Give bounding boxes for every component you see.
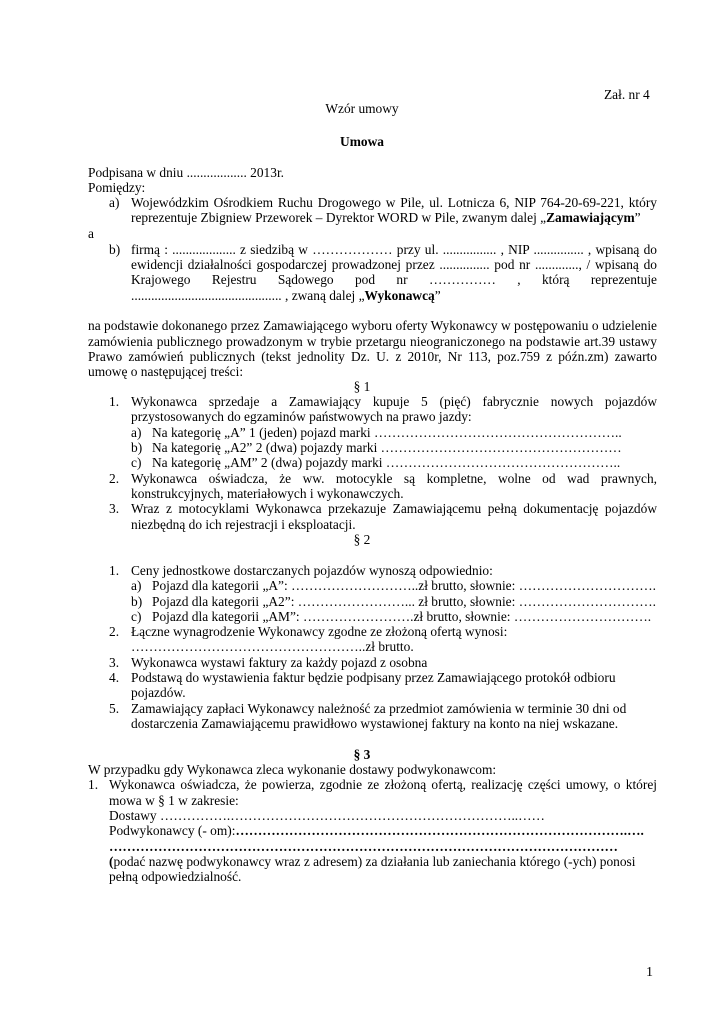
basis-line1: na podstawie dokonanego przez Zamawiającego wyboru oferty Wykonawcy w postępowaniu o udzielenie bbox=[88, 318, 657, 333]
s3-note-line2: pełną odpowiedzialność. bbox=[109, 869, 242, 884]
s1-p2-number: 2. bbox=[109, 471, 120, 486]
party-a-role: Zamawiającym bbox=[546, 210, 635, 225]
s2-p5-line2: dostarczenia Zamawiającemu prawidłowo wystawionej faktury na konto na niej wskazane. bbox=[131, 716, 619, 731]
section-3-heading: § 3 bbox=[353, 747, 371, 762]
signed-date-line: Podpisana w dniu .................. 2013r. bbox=[88, 165, 285, 180]
s2-item-b: Pojazd dla kategorii „A2”: ……………………... zł brutto, słownie: …………………………. bbox=[152, 594, 656, 609]
s2-item-c: Pojazd dla kategorii „AM”: …………………….zł brutto, słownie: …………………………. bbox=[152, 609, 652, 624]
s1-item-b-label: b) bbox=[131, 440, 143, 455]
attachment-number: Zał. nr 4 bbox=[604, 87, 650, 102]
basis-line2: zamówienia publicznego prowadzonym w trybie przetargu nieograniczonego na podstawie art.39 ustawy bbox=[88, 334, 657, 349]
s2-item-c-label: c) bbox=[131, 609, 142, 624]
party-a-line1: Wojewódzkim Ośrodkiem Ruchu Drogowego w Pile, ul. Lotnicza 6, NIP 764-20-69-221, który bbox=[131, 195, 657, 210]
s2-p3-text: Wykonawca wystawi faktury za każdy pojazd z osobna bbox=[131, 655, 428, 670]
template-title: Wzór umowy bbox=[325, 101, 399, 116]
s3-p1-line2: mowa w § 1 w zakresie: bbox=[109, 793, 239, 808]
s2-item-a-label: a) bbox=[131, 578, 142, 593]
s3-deliveries-line: Dostawy …………….………………………………………………………..…… bbox=[109, 808, 545, 823]
s2-item-a: Pojazd dla kategorii „A”: ………………………..zł brutto, słownie: …………………………. bbox=[152, 578, 656, 593]
s2-p1-text: Ceny jednostkowe dostarczanych pojazdów wynoszą odpowiednio: bbox=[131, 563, 493, 578]
party-b-role: Wykonawcą bbox=[364, 288, 435, 303]
s3-p1-line1: Wykonawca oświadcza, że powierza, zgodnie ze złożoną ofertą, realizację części umowy, o której bbox=[109, 777, 657, 792]
party-b-line2: ewidencji działalności gospodarczej prowadzonej przez ............... pod nr ............., / wpisaną do bbox=[131, 257, 657, 272]
s1-p2-line2: konstrukcyjnych, materiałowych i wykonawczych. bbox=[131, 486, 404, 501]
s1-item-c-label: c) bbox=[131, 455, 142, 470]
page-number: 1 bbox=[646, 965, 653, 980]
document-title: Umowa bbox=[340, 134, 384, 149]
basis-line4: umowę o następującej treści: bbox=[88, 364, 244, 379]
s1-item-a: Na kategorię „A” 1 (jeden) pojazd marki ……………………………………………….. bbox=[152, 425, 622, 440]
party-b-label: b) bbox=[109, 242, 121, 257]
s1-p1-line1: Wykonawca sprzedaje a Zamawiający kupuje 5 (pięć) fabrycznie nowych pojazdów bbox=[131, 394, 657, 409]
s2-p4-line1: Podstawą do wystawienia faktur będzie podpisany przez Zamawiającego protokół odbioru bbox=[131, 670, 616, 685]
s3-note-line1: (podać nazwę podwykonawcy wraz z adresem) za działania lub zaniechania którego (-ych) ponosi bbox=[109, 854, 636, 869]
s3-subcontractors-line: Podwykonawcy (- om):…………………………………………………………………………….…. bbox=[109, 823, 644, 838]
s2-item-b-label: b) bbox=[131, 594, 143, 609]
s2-p4-number: 4. bbox=[109, 670, 120, 685]
s3-intro: W przypadku gdy Wykonawca zleca wykonanie dostawy podwykonawcom: bbox=[88, 762, 497, 777]
s2-p5-line1: Zamawiający zapłaci Wykonawcy należność za przedmiot zamówienia w terminie 30 dni od bbox=[131, 701, 627, 716]
s1-p3-line2: niezbędną do ich rejestracji i eksploatacji. bbox=[131, 517, 356, 532]
s1-item-a-label: a) bbox=[131, 425, 142, 440]
s1-p3-line1: Wraz z motocyklami Wykonawca przekazuje Zamawiającemu pełną dokumentację pojazdów bbox=[131, 501, 657, 516]
s2-p2-number: 2. bbox=[109, 624, 120, 639]
s2-p1-number: 1. bbox=[109, 563, 120, 578]
party-b-line1: firmą : ................... z siedzibą w ……………… przy ul. ................ , NIP ............... , wpisaną do bbox=[131, 242, 657, 257]
s3-p1-number: 1. bbox=[88, 777, 99, 792]
s2-p2-line1: Łączne wynagrodzenie Wykonawcy zgodne ze złożoną ofertą wynosi: bbox=[131, 624, 508, 639]
section-1-heading: § 1 bbox=[353, 379, 371, 394]
s3-dots-line: …………………………………………………………………………………………………… bbox=[109, 839, 618, 854]
s1-p3-number: 3. bbox=[109, 501, 120, 516]
s2-p4-line2: pojazdów. bbox=[131, 685, 186, 700]
party-a-line2: reprezentuje Zbigniew Przeworek – Dyrektor WORD w Pile, zwanym dalej „Zamawiającym” bbox=[131, 210, 641, 225]
and-connector: a bbox=[88, 226, 94, 241]
party-b-line3: Krajowego Rejestru Sądowego pod nr …………… , którą reprezentuje bbox=[131, 272, 657, 287]
s1-item-b: Na kategorię „A2” 2 (dwa) pojazdy marki ……………………………………………… bbox=[152, 440, 622, 455]
s2-p5-number: 5. bbox=[109, 701, 120, 716]
s1-item-c: Na kategorię „AM” 2 (dwa) pojazdy marki …………………………………………….. bbox=[152, 455, 621, 470]
s2-p3-number: 3. bbox=[109, 655, 120, 670]
s1-p1-number: 1. bbox=[109, 394, 120, 409]
party-b-line4: ............................................. , zwaną dalej „Wykonawcą” bbox=[131, 288, 441, 303]
s1-p1-line2: przystosowanych do egzaminów państwowych na prawo jazdy: bbox=[131, 409, 472, 424]
between-label: Pomiędzy: bbox=[88, 180, 146, 195]
section-2-heading: § 2 bbox=[353, 532, 371, 547]
basis-line3: Prawo zamówień publicznych (tekst jednolity Dz. U. z 2010r, Nr 113, poz.759 z późn.zm) zawarto bbox=[88, 349, 657, 364]
s2-p2-line2: ……………………………………………..zł brutto. bbox=[131, 639, 414, 654]
party-a-label: a) bbox=[109, 195, 120, 210]
s1-p2-line1: Wykonawca oświadcza, że ww. motocykle są kompletne, wolne od wad prawnych, bbox=[131, 471, 657, 486]
